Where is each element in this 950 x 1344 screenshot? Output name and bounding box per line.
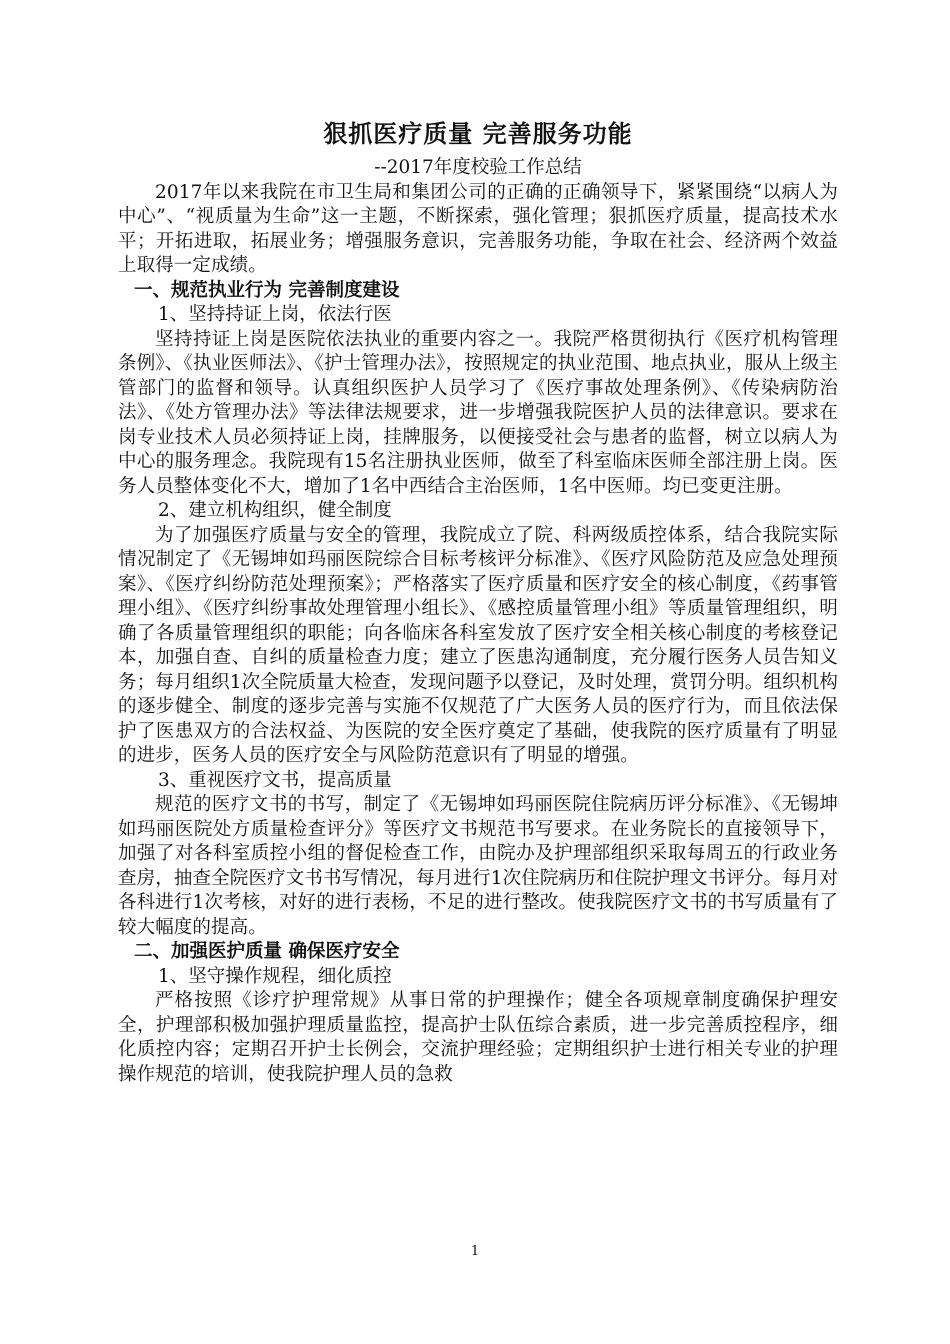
section-1-subheading-3: 3、重视医疗文书，提高质量 <box>158 769 392 791</box>
section-1-paragraph-2: 为了加强医疗质量与安全的管理，我院成立了院、科两级质控体系，结合我院实际情况制定了《无锡坤如玛丽医院综合目标考核评分标准》、《医疗风险防范及应急处理预案》、《医疗纠纷防范处理预案》；严格落实了医疗质量和医疗安全的核心制度，《药事管理小组》、《医疗纠纷事故处理管理小组长》、《感控质量管理小组》等质量管理组织，明确了各质量管理组织的职能；向各临床各科室发放了医疗安全相关核心制度的考核登记本，加强自查、自纠的质量检查力度；建立了医患沟通制度，充分履行医务人员告知义务；每月组织1次全院质量大检查，发现问题予以登记，及时处理，赏罚分明。组织机构的逐步健全、制度的逐步完善与实施不仅规范了广大医务人员的医疗行为，而且依法保护了医患双方的合法权益、为医院的安全医疗奠定了基础，使我院的医疗质量有了明显的进步，医务人员的医疗安全与风险防范意识有了明显的增强。 <box>118 524 838 766</box>
intro-paragraph: 2017年以来我院在市卫生局和集团公司的正确的正确领导下，紧紧围绕“以病人为中心”、“视质量为生命”这一主题，不断探索，强化管理；狠抓医疗质量，提高技术水平；开拓进取，拓展业务；增强服务意识，完善服务功能，争取在社会、经济两个效益上取得一定成绩。 <box>118 181 838 276</box>
page-number: 1 <box>470 1244 480 1259</box>
section-2-paragraph-1: 严格按照《诊疗护理常规》从事日常的护理操作；健全各项规章制度确保护理安全，护理部积极加强护理质量监控，提高护士队伍综合素质，进一步完善质控程序，细化质控内容；定期召开护士长例会，交流护理经验；定期组织护士进行相关专业的护理操作规范的培训，使我院护理人员的急救 <box>118 990 838 1085</box>
section-1-heading: 一、规范执业行为 完善制度建设 <box>134 279 400 301</box>
section-2-heading: 二、加强医护质量 确保医疗安全 <box>134 941 400 962</box>
section-1-paragraph-1: 坚持持证上岗是医院依法执业的重要内容之一。我院严格贯彻执行《医疗机构管理条例》、《执业医师法》、《护士管理办法》，按照规定的执业范围、地点执业，服从上级主管部门的监督和领导。认真组织医护人员学习了《医疗事故处理条例》、《传染病防治法》、《处方管理办法》等法律法规要求，进一步增强我院医护人员的法律意识。要求在岗专业技术人员必须持证上岗，挂牌服务，以便接受社会与患者的监督，树立以病人为中心的服务理念。我院现有15名注册执业医师，做至了科室临床医师全部注册上岗。医务人员整体变化不大，增加了1名中西结合主治医师，1名中医师。均已变更注册。 <box>118 328 838 497</box>
section-1-subheading-1: 1、坚持持证上岗，依法行医 <box>158 304 392 325</box>
section-1-subheading-2: 2、建立机构组织，健全制度 <box>158 500 392 521</box>
section-2-subheading-1: 1、坚守操作规程，细化质控 <box>158 965 392 987</box>
section-1-paragraph-3: 规范的医疗文书的书写，制定了《无锡坤如玛丽医院住院病历评分标准》、《无锡坤如玛丽医院处方质量检查评分》等医疗文书规范书写要求。在业务院长的直接领导下，加强了对各科室质控小组的督促检查工作，由院办及护理部组织采取每周五的行政业务查房，抽查全院医疗文书书写情况，每月进行1次住院病历和住院护理文书评分。每月对各科进行1次考核，对好的进行表杨，不足的进行整改。使我院医疗文书的书写质量有了较大幅度的提高。 <box>118 794 838 938</box>
document-body <box>118 116 838 1087</box>
document-subtitle: --2017年度校验工作总结 <box>374 157 582 178</box>
document-title: 狠抓医疗质量 完善服务功能 <box>323 120 633 148</box>
